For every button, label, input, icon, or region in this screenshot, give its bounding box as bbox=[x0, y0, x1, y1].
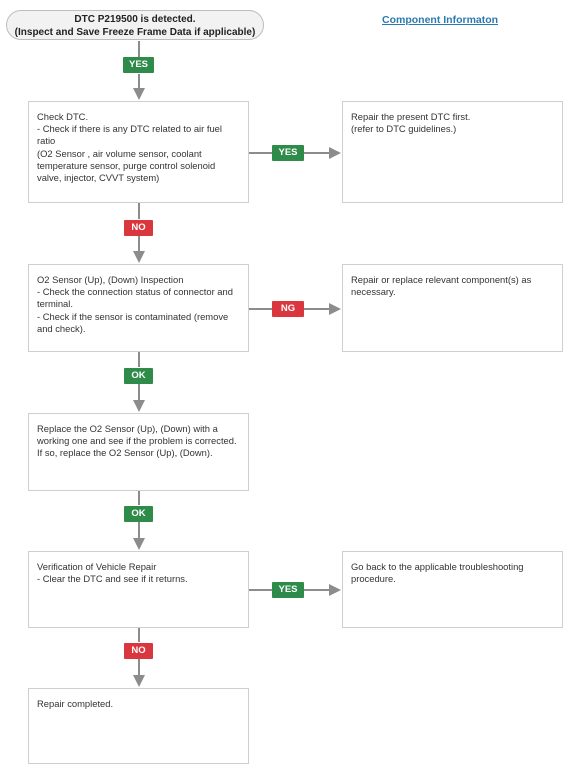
step-o2-sensor-inspection: O2 Sensor (Up), (Down) Inspection - Check the connection status of connector and terminal. - Check if the sensor is contaminated (remove and check). bbox=[28, 264, 249, 352]
arrow-head bbox=[329, 584, 341, 596]
ok-badge: OK bbox=[124, 368, 153, 384]
ok-badge: OK bbox=[124, 506, 153, 522]
arrow-head bbox=[329, 303, 341, 315]
yes-badge: YES bbox=[272, 145, 304, 161]
arrow-head bbox=[133, 675, 145, 687]
step-replace-o2-sensor: Replace the O2 Sensor (Up), (Down) with a working one and see if the problem is corrected. If so, replace the O2 Sensor (Up), (Down). bbox=[28, 413, 249, 491]
no-badge: NO bbox=[124, 220, 153, 236]
arrow-head bbox=[329, 147, 341, 159]
start-node bbox=[6, 10, 264, 40]
yes-badge: YES bbox=[272, 582, 304, 598]
component-information-link[interactable]: Component Informaton bbox=[382, 14, 499, 26]
side-go-back: Go back to the applicable troubleshooting procedure. bbox=[342, 551, 563, 628]
yes-badge: YES bbox=[123, 57, 154, 73]
step-check-dtc: Check DTC. - Check if there is any DTC related to air fuel ratio (O2 Sensor , air volume sensor, coolant temperature sensor, purge control solenoid valve, injector, CVVT system) bbox=[28, 101, 249, 203]
arrow-head bbox=[133, 400, 145, 412]
start-subtitle: (Inspect and Save Freeze Frame Data if applicable) bbox=[14, 27, 256, 38]
arrow-head bbox=[133, 88, 145, 100]
start-title: DTC P219500 is detected. bbox=[74, 14, 196, 25]
no-badge: NO bbox=[124, 643, 153, 659]
side-repair-replace-component: Repair or replace relevant component(s) as necessary. bbox=[342, 264, 563, 352]
arrow-head bbox=[133, 251, 145, 263]
step-verification: Verification of Vehicle Repair - Clear the DTC and see if it returns. bbox=[28, 551, 249, 628]
side-repair-present-dtc: Repair the present DTC first. (refer to DTC guidelines.) bbox=[342, 101, 563, 203]
step-repair-completed: Repair completed. bbox=[28, 688, 249, 764]
arrow-head bbox=[133, 538, 145, 550]
ng-badge: NG bbox=[272, 301, 304, 317]
